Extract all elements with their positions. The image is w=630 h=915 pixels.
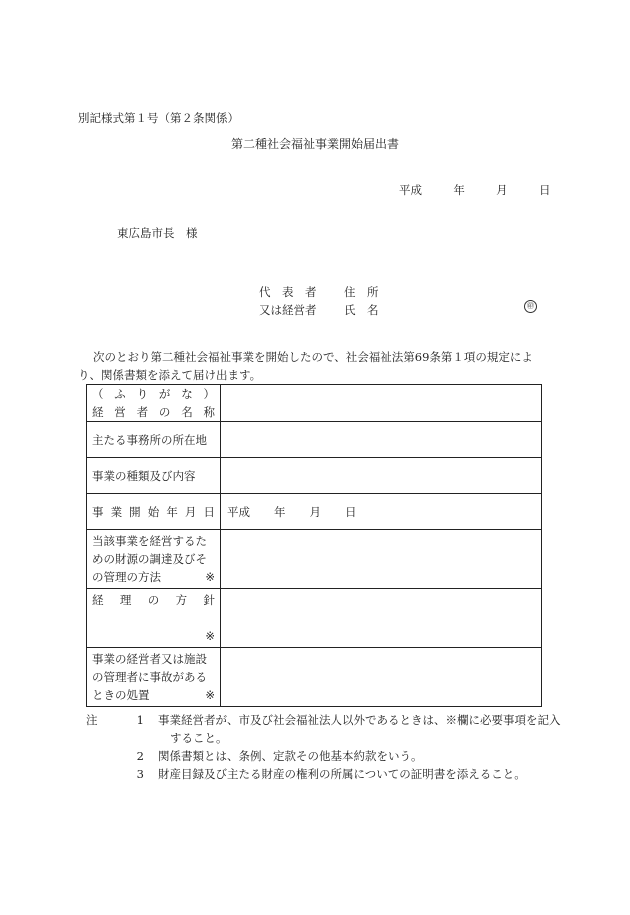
- office-location-label: 主たる事務所の所在地: [87, 422, 221, 458]
- funding-method-label-cell: [87, 530, 221, 589]
- note-text: 関係書類とは、条例、定款その他基本約款をいう。: [158, 749, 423, 763]
- table-row: [87, 648, 542, 707]
- operator-name-field[interactable]: [221, 385, 542, 422]
- document-title: 第二種社会福祉事業開始届出書: [230, 137, 399, 151]
- table-row: [87, 589, 542, 648]
- notes-heading: 注: [86, 713, 98, 727]
- date-era: 平成: [399, 183, 422, 197]
- manager-label: 又は経営者: [259, 303, 317, 317]
- accounting-policy-field[interactable]: [221, 589, 542, 648]
- funding-line-1: 当該事業を経営するた: [92, 534, 207, 548]
- note-text: 財産目録及び主たる財産の権利の所属についての証明書を添えること。: [158, 767, 526, 781]
- notes-section: [86, 711, 566, 783]
- accident-line-3: ときの処置 ※: [92, 688, 215, 702]
- funding-line-3: の管理の方法 ※: [92, 570, 215, 584]
- addressee: 東広島市長 様: [117, 226, 198, 240]
- start-date-era: 平成: [227, 504, 250, 519]
- required-mark: ※: [205, 629, 215, 643]
- declaration-text: [78, 348, 563, 384]
- operator-name-label: 経 営 者 の 名 称: [92, 405, 215, 419]
- note-item: [86, 747, 566, 765]
- start-date-label: 事 業 開 始 年 月 日: [92, 504, 215, 519]
- representative-label: 代 表 者: [259, 285, 317, 299]
- furigana-label: （ ふ り が な ）: [92, 387, 215, 401]
- note-text: 事業経営者が、市及び社会福祉法人以外であるときは、※欄に必要事項を記入: [158, 713, 561, 727]
- table-row: [87, 385, 542, 422]
- table-row: [87, 458, 542, 494]
- table-row: [87, 494, 542, 530]
- start-date-day: 日: [345, 504, 357, 519]
- declaration-line-2: り、関係書類を添えて届け出ます。: [78, 368, 262, 382]
- start-date-year: 年: [274, 504, 286, 519]
- name-label: 氏 名: [344, 303, 379, 317]
- form-number-label: 別記様式第１号（第２条関係）: [78, 111, 239, 125]
- accident-line-1: 事業の経営者又は施設: [92, 652, 207, 666]
- table-row: [87, 422, 542, 458]
- application-form-table: [86, 384, 542, 707]
- start-date-label-cell: [87, 494, 221, 530]
- note-item-continuation: [86, 729, 566, 747]
- address-label: 住 所: [344, 285, 379, 299]
- required-mark: ※: [205, 688, 215, 702]
- funding-line-2: めの財源の調達及びそ: [92, 552, 207, 566]
- accident-measures-field[interactable]: [221, 648, 542, 707]
- note-item: [86, 765, 566, 783]
- note-text: すること。: [170, 731, 228, 745]
- note-item: [86, 711, 566, 729]
- accident-line-2: の管理者に事故がある: [92, 670, 207, 684]
- note-number: 3: [136, 767, 144, 781]
- business-type-field[interactable]: [221, 458, 542, 494]
- declaration-line-1: 次のとおり第二種社会福祉事業を開始したので、社会福祉法第69条第１項の規定によ: [93, 350, 533, 364]
- accident-measures-label-cell: [87, 648, 221, 707]
- note-number: 2: [136, 749, 144, 763]
- start-date-month: 月: [309, 504, 321, 519]
- funding-method-field[interactable]: [221, 530, 542, 589]
- start-date-field[interactable]: [221, 494, 542, 530]
- submission-date: [399, 182, 550, 198]
- seal-mark: ㊞: [524, 300, 537, 313]
- date-month: 月: [496, 183, 508, 197]
- date-day: 日: [538, 183, 551, 197]
- date-year: 年: [453, 183, 465, 197]
- required-mark: ※: [205, 570, 215, 584]
- office-location-field[interactable]: [221, 422, 542, 458]
- note-number: 1: [136, 713, 144, 727]
- operator-name-label-cell: [87, 385, 221, 422]
- business-type-label: 事業の種類及び内容: [87, 458, 221, 494]
- accounting-policy-label: 経 理 の 方 針: [92, 593, 215, 607]
- accounting-policy-label-cell: [87, 589, 221, 648]
- table-row: [87, 530, 542, 589]
